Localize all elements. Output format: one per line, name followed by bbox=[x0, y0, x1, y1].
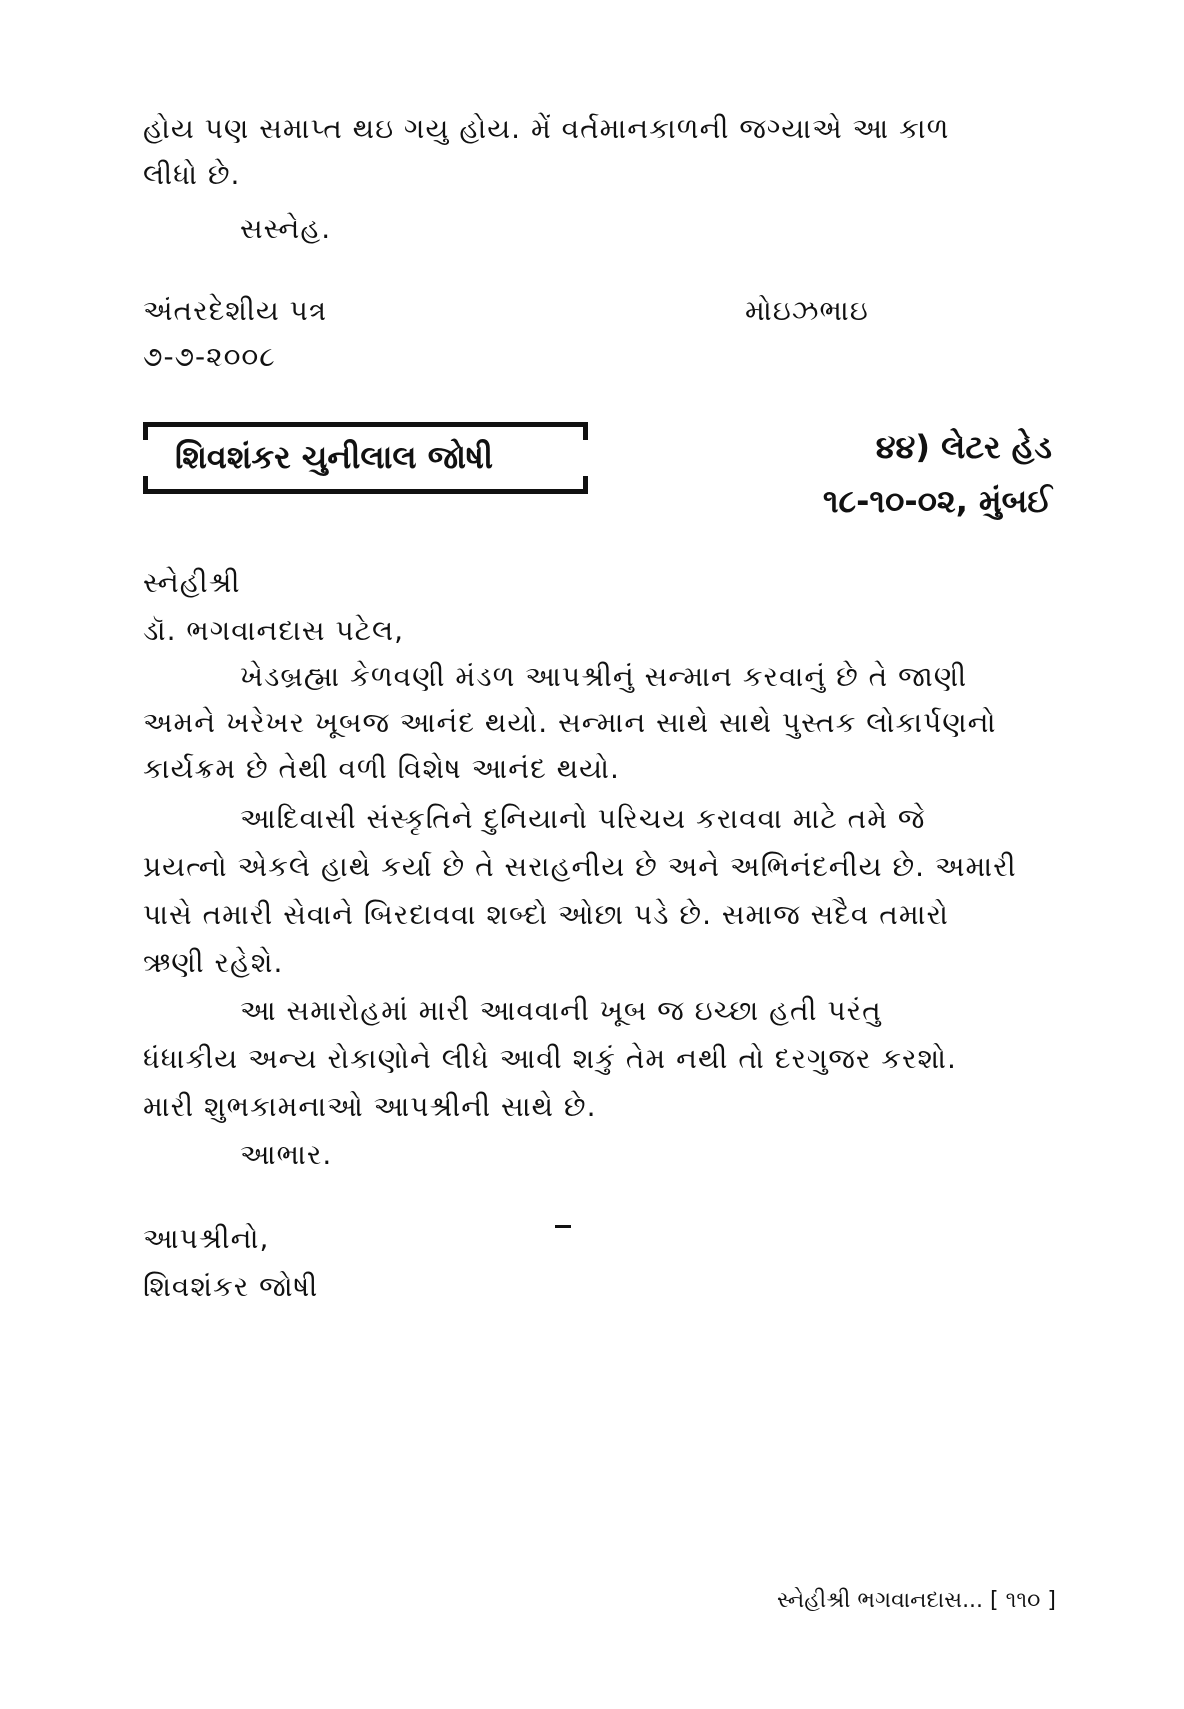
body-line: ધંધાકીય અન્ય રોકાણોને લીધે આવી શકું તેમ નથી તો દરગુજર કરશો. bbox=[143, 1042, 957, 1075]
body-line: આભાર. bbox=[240, 1138, 333, 1171]
sender-name: મોઇઝભાઇ bbox=[745, 294, 869, 327]
closing-text: સસ્નેહ. bbox=[240, 212, 332, 245]
recipient: ડૉ. ભગવાનદાસ પટેલ, bbox=[143, 614, 405, 647]
letter-type: અંતરદેશીય પત્ર bbox=[143, 294, 328, 327]
letter-number-title: ૪૪) લેટર હેડ bbox=[875, 428, 1052, 466]
text-line: હોય પણ સમાપ્ત થઇ ગયુ હોય. મેં વર્તમાનકાળની જગ્યાએ આ કાળ bbox=[143, 112, 950, 145]
body-line: આદિવાસી સંસ્કૃતિને દુનિયાનો પરિચય કરાવવા માટે તમે જે bbox=[240, 802, 926, 835]
signoff: આપશ્રીનો, bbox=[143, 1222, 270, 1255]
boxed-name: શિવશંકર ચુનીલાલ જોષી bbox=[175, 438, 494, 476]
body-line: પ્રયત્નો એકલે હાથે કર્યા છે તે સરાહનીય છે અને અભિનંદનીય છે. અમારી bbox=[143, 850, 1017, 883]
body-line: કાર્યક્રમ છે તેથી વળી વિશેષ આનંદ થયો. bbox=[143, 752, 620, 785]
signature: શિવશંકર જોષી bbox=[143, 1270, 319, 1303]
running-footer: સ્નેહીશ્રી ભગવાનદાસ... [ ૧૧૦ ] bbox=[776, 1588, 1056, 1613]
body-line: અમને ખરેખર ખૂબજ આનંદ થયો. સન્માન સાથે સાથે પુસ્તક લોકાર્પણનો bbox=[143, 706, 997, 739]
body-line: ઋણી રહેશે. bbox=[143, 946, 284, 979]
text-line: લીધો છે. bbox=[143, 158, 241, 191]
dash-mark bbox=[555, 1225, 571, 1228]
body-line: પાસે તમારી સેવાને બિરદાવવા શબ્દો ઓછા પડે છે. સમાજ સદૈવ તમારો bbox=[143, 898, 949, 931]
letter-date: ૭-૭-૨૦૦૮ bbox=[143, 340, 276, 373]
salutation: સ્નેહીશ્રી bbox=[143, 566, 241, 599]
name-box bbox=[143, 422, 588, 494]
body-line: ખેડબ્રહ્મા કેળવણી મંડળ આપશ્રીનું સન્માન કરવાનું છે તે જાણી bbox=[240, 660, 968, 693]
letter-date-place: ૧૮-૧૦-૦૨, મુંબઈ bbox=[822, 482, 1052, 520]
body-line: આ સમારોહમાં મારી આવવાની ખૂબ જ ઇચ્છા હતી પરંતુ bbox=[240, 994, 882, 1027]
body-line: મારી શુભકામનાઓ આપશ્રીની સાથે છે. bbox=[143, 1090, 597, 1123]
